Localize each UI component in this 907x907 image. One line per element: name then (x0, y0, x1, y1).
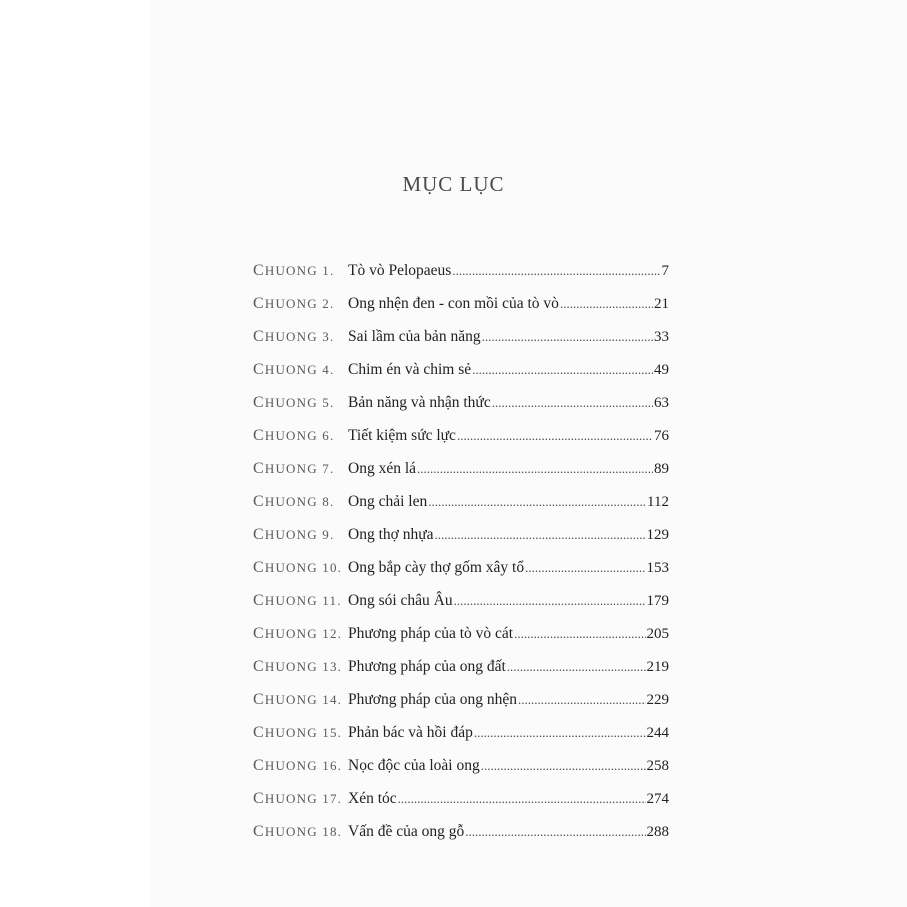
dot-leader (457, 428, 653, 444)
toc-entry (253, 559, 669, 592)
toc-entry (253, 724, 669, 757)
toc-entry (253, 658, 669, 691)
chapter-title: Xén tóc (348, 790, 397, 807)
chapter-label: CHUONG 3. (253, 328, 335, 345)
chapter-title: Nọc độc của loài ong (348, 757, 480, 774)
dot-leader (518, 692, 646, 708)
toc-entry (253, 427, 669, 460)
dot-leader (560, 296, 653, 312)
toc-entry (253, 691, 669, 724)
chapter-title: Vấn đề của ong gỗ (348, 823, 465, 840)
dot-leader (514, 626, 645, 642)
chapter-label: CHUONG 10. (253, 559, 343, 576)
dot-leader (454, 593, 646, 609)
dot-leader (474, 725, 646, 741)
page-number: 288 (646, 824, 669, 840)
toc-entry (253, 526, 669, 559)
chapter-title: Ong bắp cày thợ gốm xây tổ (348, 559, 525, 576)
chapter-label: CHUONG 4. (253, 361, 335, 378)
dot-leader (472, 362, 653, 378)
page-number: 112 (647, 494, 669, 510)
dot-leader (507, 659, 646, 675)
dot-leader (525, 560, 645, 576)
page-number: 63 (654, 395, 669, 411)
chapter-label: CHUONG 8. (253, 493, 335, 510)
chapter-label: CHUONG 17. (253, 790, 343, 807)
chapter-title: Bản năng và nhận thức (348, 394, 491, 411)
chapter-label: CHUONG 16. (253, 757, 343, 774)
dot-leader (465, 824, 645, 840)
page-number: 7 (661, 263, 669, 279)
chapter-title: Tiết kiệm sức lực (348, 427, 456, 444)
page-number: 89 (654, 461, 669, 477)
chapter-title: Sai lầm của bản năng (348, 328, 481, 345)
page-number: 49 (654, 362, 669, 378)
chapter-title: Tò vò Pelopaeus (348, 262, 452, 279)
toc-entry (253, 328, 669, 361)
chapter-label: CHUONG 13. (253, 658, 343, 675)
chapter-label: CHUONG 1. (253, 262, 335, 279)
page-number: 33 (654, 329, 669, 345)
chapter-title: Ong nhện đen - con mồi của tò vò (348, 295, 559, 312)
page-number: 21 (654, 296, 669, 312)
page-number: 219 (646, 659, 669, 675)
page-number: 129 (646, 527, 669, 543)
page-number: 274 (646, 791, 669, 807)
toc-entry (253, 592, 669, 625)
page-number: 205 (646, 626, 669, 642)
chapter-title: Ong sói châu Âu (348, 592, 453, 609)
dot-leader (452, 263, 660, 279)
toc-entry (253, 790, 669, 823)
toc-entry (253, 625, 669, 658)
dot-leader (398, 791, 646, 807)
chapter-label: CHUONG 11. (253, 592, 342, 609)
dot-leader (417, 461, 653, 477)
toc-entry (253, 262, 669, 295)
toc-entry (253, 493, 669, 526)
chapter-title: Phương pháp của ong đất (348, 658, 506, 675)
table-of-contents (253, 262, 669, 856)
dot-leader (434, 527, 645, 543)
page-number: 153 (646, 560, 669, 576)
chapter-label: CHUONG 2. (253, 295, 335, 312)
dot-leader (481, 758, 646, 774)
page-number: 229 (646, 692, 669, 708)
page-number: 258 (646, 758, 669, 774)
chapter-title: Ong chải len (348, 493, 428, 510)
toc-entry (253, 823, 669, 856)
chapter-label: CHUONG 18. (253, 823, 343, 840)
toc-entry (253, 295, 669, 328)
dot-leader (482, 329, 653, 345)
dot-leader (492, 395, 653, 411)
chapter-label: CHUONG 15. (253, 724, 343, 741)
toc-entry (253, 361, 669, 394)
toc-entry (253, 757, 669, 790)
chapter-label: CHUONG 12. (253, 625, 343, 642)
chapter-label: CHUONG 5. (253, 394, 335, 411)
dot-leader (428, 494, 646, 510)
toc-entry (253, 460, 669, 493)
chapter-title: Ong xén lá (348, 460, 417, 477)
page-number: 76 (654, 428, 669, 444)
chapter-title: Phương pháp của ong nhện (348, 691, 517, 708)
chapter-title: Ong thợ nhựa (348, 526, 434, 543)
chapter-label: CHUONG 9. (253, 526, 335, 543)
page-title: MỤC LỤC (402, 172, 505, 196)
chapter-label: CHUONG 14. (253, 691, 343, 708)
page-number: 244 (646, 725, 669, 741)
chapter-label: CHUONG 7. (253, 460, 335, 477)
chapter-title: Phản bác và hồi đáp (348, 724, 473, 741)
chapter-title: Chim én và chim sẻ (348, 361, 472, 378)
page-number: 179 (646, 593, 669, 609)
toc-entry (253, 394, 669, 427)
chapter-title: Phương pháp của tò vò cát (348, 625, 514, 642)
chapter-label: CHUONG 6. (253, 427, 335, 444)
